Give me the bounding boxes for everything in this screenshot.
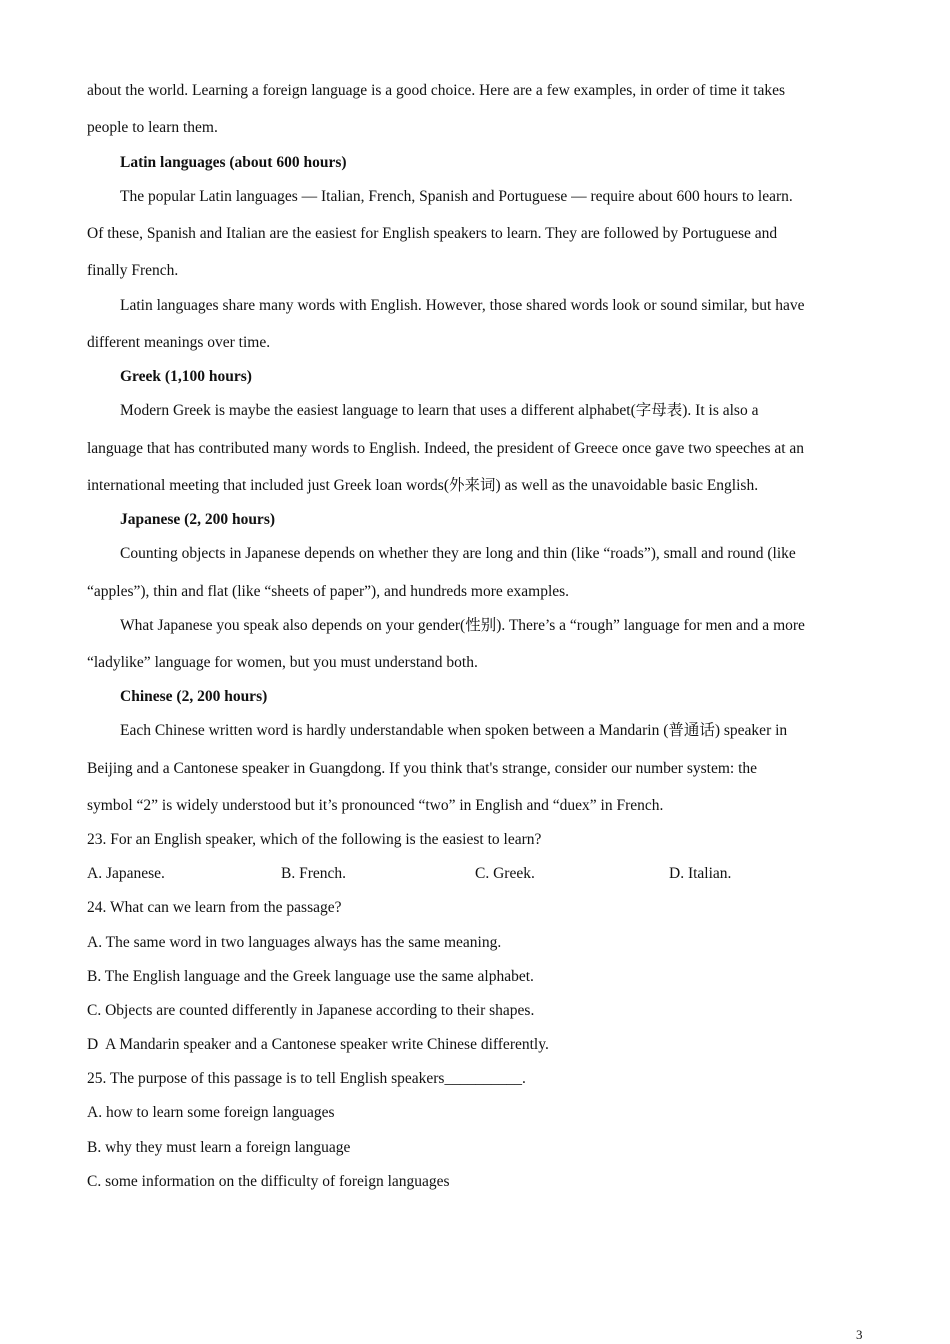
japanese-paragraph-1-line-2: “apples”), thin and flat (like “sheets of paper”), and hundreds more examples.	[87, 583, 570, 600]
question-24-option-b: B. The English language and the Greek language use the same alphabet.	[87, 968, 534, 985]
section-heading-japanese: Japanese (2, 200 hours)	[120, 511, 276, 528]
japanese-paragraph-2-line-1: What Japanese you speak also depends on your gender(性别). There’s a “rough” language for men and a more	[120, 617, 805, 634]
question-25-option-b: B. why they must learn a foreign language	[87, 1139, 351, 1156]
latin-paragraph-1-line-2: Of these, Spanish and Italian are the easiest for English speakers to learn. They are followed by Portuguese and	[87, 225, 778, 242]
question-25-stem: 25. The purpose of this passage is to tell English speakers__________.	[87, 1070, 526, 1087]
question-23-option-b: B. French.	[281, 865, 347, 882]
question-24-option-a: A. The same word in two languages always has the same meaning.	[87, 934, 502, 951]
question-23-option-c: C. Greek.	[475, 865, 535, 882]
section-heading-latin: Latin languages (about 600 hours)	[120, 154, 347, 171]
question-25-option-c: C. some information on the difficulty of foreign languages	[87, 1173, 450, 1190]
question-23-option-a: A. Japanese.	[87, 865, 165, 882]
question-24-option-d: D A Mandarin speaker and a Cantonese speaker write Chinese differently.	[87, 1036, 549, 1053]
chinese-paragraph-line-3: symbol “2” is widely understood but it’s pronounced “two” in English and “duex” in French.	[87, 797, 664, 814]
chinese-paragraph-line-2: Beijing and a Cantonese speaker in Guangdong. If you think that's strange, consider our number system: the	[87, 760, 758, 777]
chinese-paragraph-line-1: Each Chinese written word is hardly understandable when spoken between a Mandarin (普通话) speaker in	[120, 722, 788, 739]
greek-paragraph-line-3: international meeting that included just Greek loan words(外来词) as well as the unavoidable basic English.	[87, 477, 759, 494]
japanese-paragraph-1-line-1: Counting objects in Japanese depends on whether they are long and thin (like “roads”), small and round (like	[120, 545, 796, 562]
section-heading-chinese: Chinese (2, 200 hours)	[120, 688, 268, 705]
intro-line-1: about the world. Learning a foreign language is a good choice. Here are a few examples, in order of time it takes	[87, 82, 786, 99]
latin-paragraph-2-line-1: Latin languages share many words with English. However, those shared words look or sound similar, but have	[120, 297, 805, 314]
question-24-option-c: C. Objects are counted differently in Japanese according to their shapes.	[87, 1002, 535, 1019]
page-number: 3	[856, 1327, 863, 1342]
latin-paragraph-1-line-3: finally French.	[87, 262, 179, 279]
section-heading-greek: Greek (1,100 hours)	[120, 368, 252, 385]
question-24-stem: 24. What can we learn from the passage?	[87, 899, 342, 916]
greek-paragraph-line-1: Modern Greek is maybe the easiest language to learn that uses a different alphabet(字母表). It is also a	[120, 402, 759, 419]
latin-paragraph-2-line-2: different meanings over time.	[87, 334, 271, 351]
latin-paragraph-1-line-1: The popular Latin languages — Italian, French, Spanish and Portuguese — require about 600 hours to learn.	[120, 188, 793, 205]
question-25-option-a: A. how to learn some foreign languages	[87, 1104, 335, 1121]
question-23-stem: 23. For an English speaker, which of the following is the easiest to learn?	[87, 831, 542, 848]
greek-paragraph-line-2: language that has contributed many words to English. Indeed, the president of Greece once gave two speeches at an	[87, 440, 805, 457]
japanese-paragraph-2-line-2: “ladylike” language for women, but you must understand both.	[87, 654, 478, 671]
question-23-option-d: D. Italian.	[669, 865, 732, 882]
intro-line-2: people to learn them.	[87, 119, 218, 136]
